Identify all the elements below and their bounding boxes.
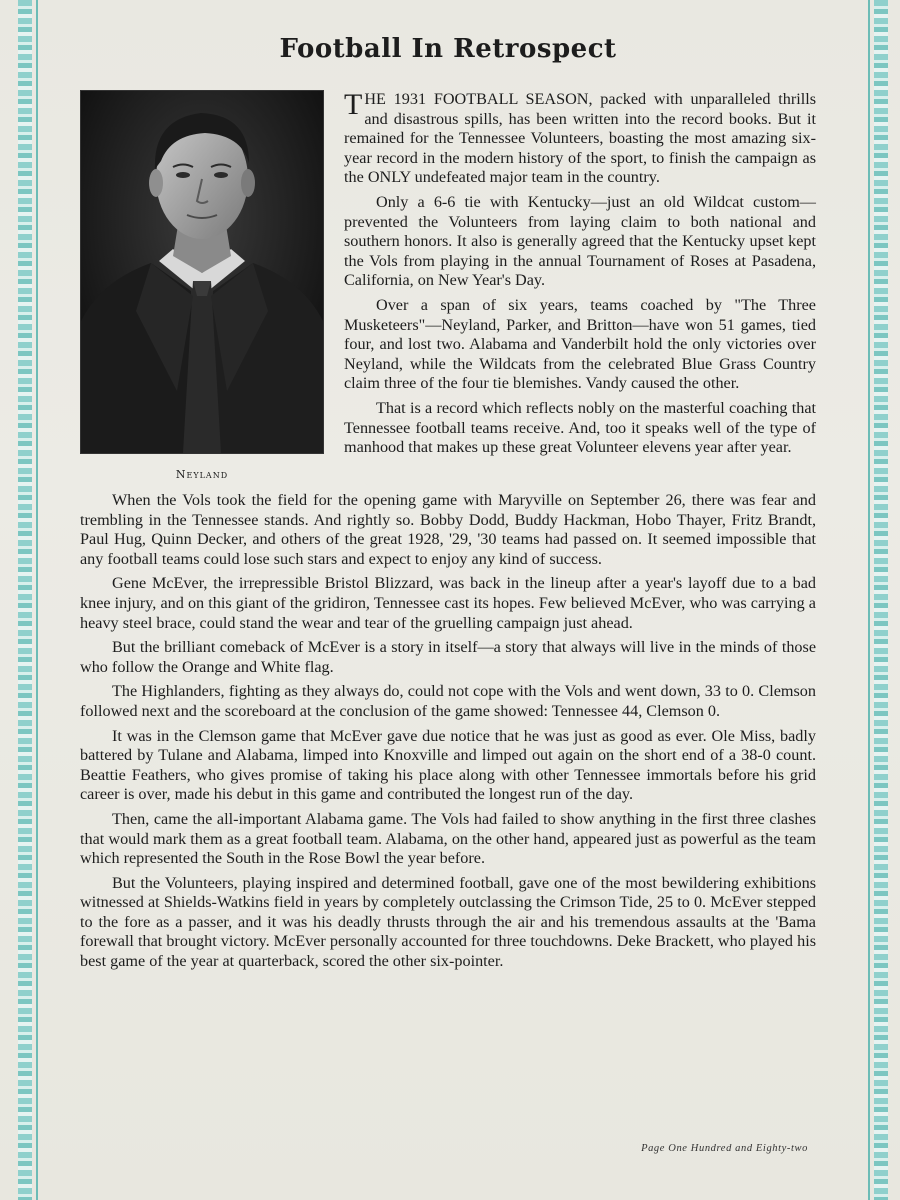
body-paragraph: But the Volunteers, playing inspired and determined football, gave one of the most bewildering exhibitions witnessed at Shields-Watkins field in years by completely outclassing the Crimson Tide, 25 to 0. McEver stepped to the fore as a passer, and it was his deadly thrusts through the air and his tremendous assaults at the 'Bama forewall that brought victory. McEver personally accounted for three touchdowns. Deke Brackett, who played his best game of the year at quarterback, scored the other six-pointer. — [80, 873, 816, 971]
body-paragraph: Gene McEver, the irrepressible Bristol Blizzard, was back in the lineup after a year's layoff due to a bad knee injury, and on this giant of the gridiron, Tennessee cast its hopes. Few believed McEver, who was carrying a heavy steel brace, could stand the wear and tear of the gruelling campaign just ahead. — [80, 574, 816, 632]
body-paragraph: It was in the Clemson game that McEver gave due notice that he was just as good as ever. Ole Miss, badly battered by Tulane and Alabama, limped into Knoxville and limped out again on the short end of a 38-0 count. Beattie Feathers, who gives promise of taking his place along with other Tennessee immortals before his grid career is over, made his debut in this game and contributed the longest run of the day. — [80, 726, 816, 804]
body-paragraph: Then, came the all-important Alabama game. The Vols had failed to show anything in the first three clashes that would mark them as a great football team. Alabama, on the other hand, appeared just as powerful as the team which represented the South in the Rose Bowl the year before. — [80, 809, 816, 868]
body-paragraph: When the Vols took the field for the opening game with Maryville on September 26, there was fear and trembling in the Tennessee stands. And rightly so. Bobby Dodd, Buddy Hackman, Hobo Thayer, Fritz Brandt, Paul Hug, Quinn Decker, and others of the great 1928, '29, '30 teams had passed on. It seemed impossible that any football teams could lose such stars and expect to enjoy any kind of success. — [80, 491, 816, 568]
intro-paragraph: That is a record which reflects nobly on the masterful coaching that Tennessee football teams receive. And, too it speaks well of the type of manhood that makes up these great Volunteer elevens year after year. — [344, 398, 816, 457]
intro-paragraph-first — [344, 90, 816, 188]
photo-caption: Neyland — [175, 468, 229, 481]
page-content — [80, 22, 816, 972]
intro-paragraph: Over a span of six years, teams coached by "The Three Musketeers"—Neyland, Parker, and Britton—have won 51 games, tied four, and lost two. Alabama and Vanderbilt hold the only victories over Neyland, while the Wildcats from the celebrated Blue Grass Country claim three of the four tie blemishes. Vandy caused the other. — [344, 295, 816, 393]
intro-paragraph: Only a 6-6 tie with Kentucky—just an old Wildcat custom—prevented the Volunteers from laying claim to both national and southern honors. It also is generally agreed that the Kentucky upset kept the Vols from playing in the annual Tournament of Roses at Pasadena, California, on New Year's Day. — [344, 192, 816, 290]
page-number: Page One Hundred and Eighty-two — [641, 1143, 808, 1154]
portrait-photo — [80, 90, 324, 454]
body-paragraph: The Highlanders, fighting as they always do, could not cope with the Vols and went down, 33 to 0. Clemson followed next and the scoreboard at the conclusion of the game showed: Tennessee 44, Clemson 0. — [80, 682, 816, 720]
intro-text — [344, 90, 816, 481]
page-title: Football In Retrospect — [279, 34, 617, 64]
photo-column — [80, 90, 324, 481]
intro-section — [80, 90, 816, 481]
right-decorative-border — [874, 0, 888, 1200]
body-text — [80, 491, 816, 972]
left-decorative-border — [18, 0, 32, 1200]
drop-cap: T — [344, 88, 363, 121]
intro-first-text: HE 1931 FOOTBALL SEASON, packed with unparalleled thrills and disastrous spills, has been written into the record books. But it remained for the Tennessee Volunteers, boasting the most amazing six-year record in the modern history of the sport, to finish the campaign as the ONLY undefeated major team in the country. — [344, 90, 816, 187]
body-paragraph: But the brilliant comeback of McEver is a story in itself—a story that always will live in the minds of those who follow the Orange and White flag. — [80, 638, 816, 676]
portrait-illustration — [81, 91, 323, 453]
